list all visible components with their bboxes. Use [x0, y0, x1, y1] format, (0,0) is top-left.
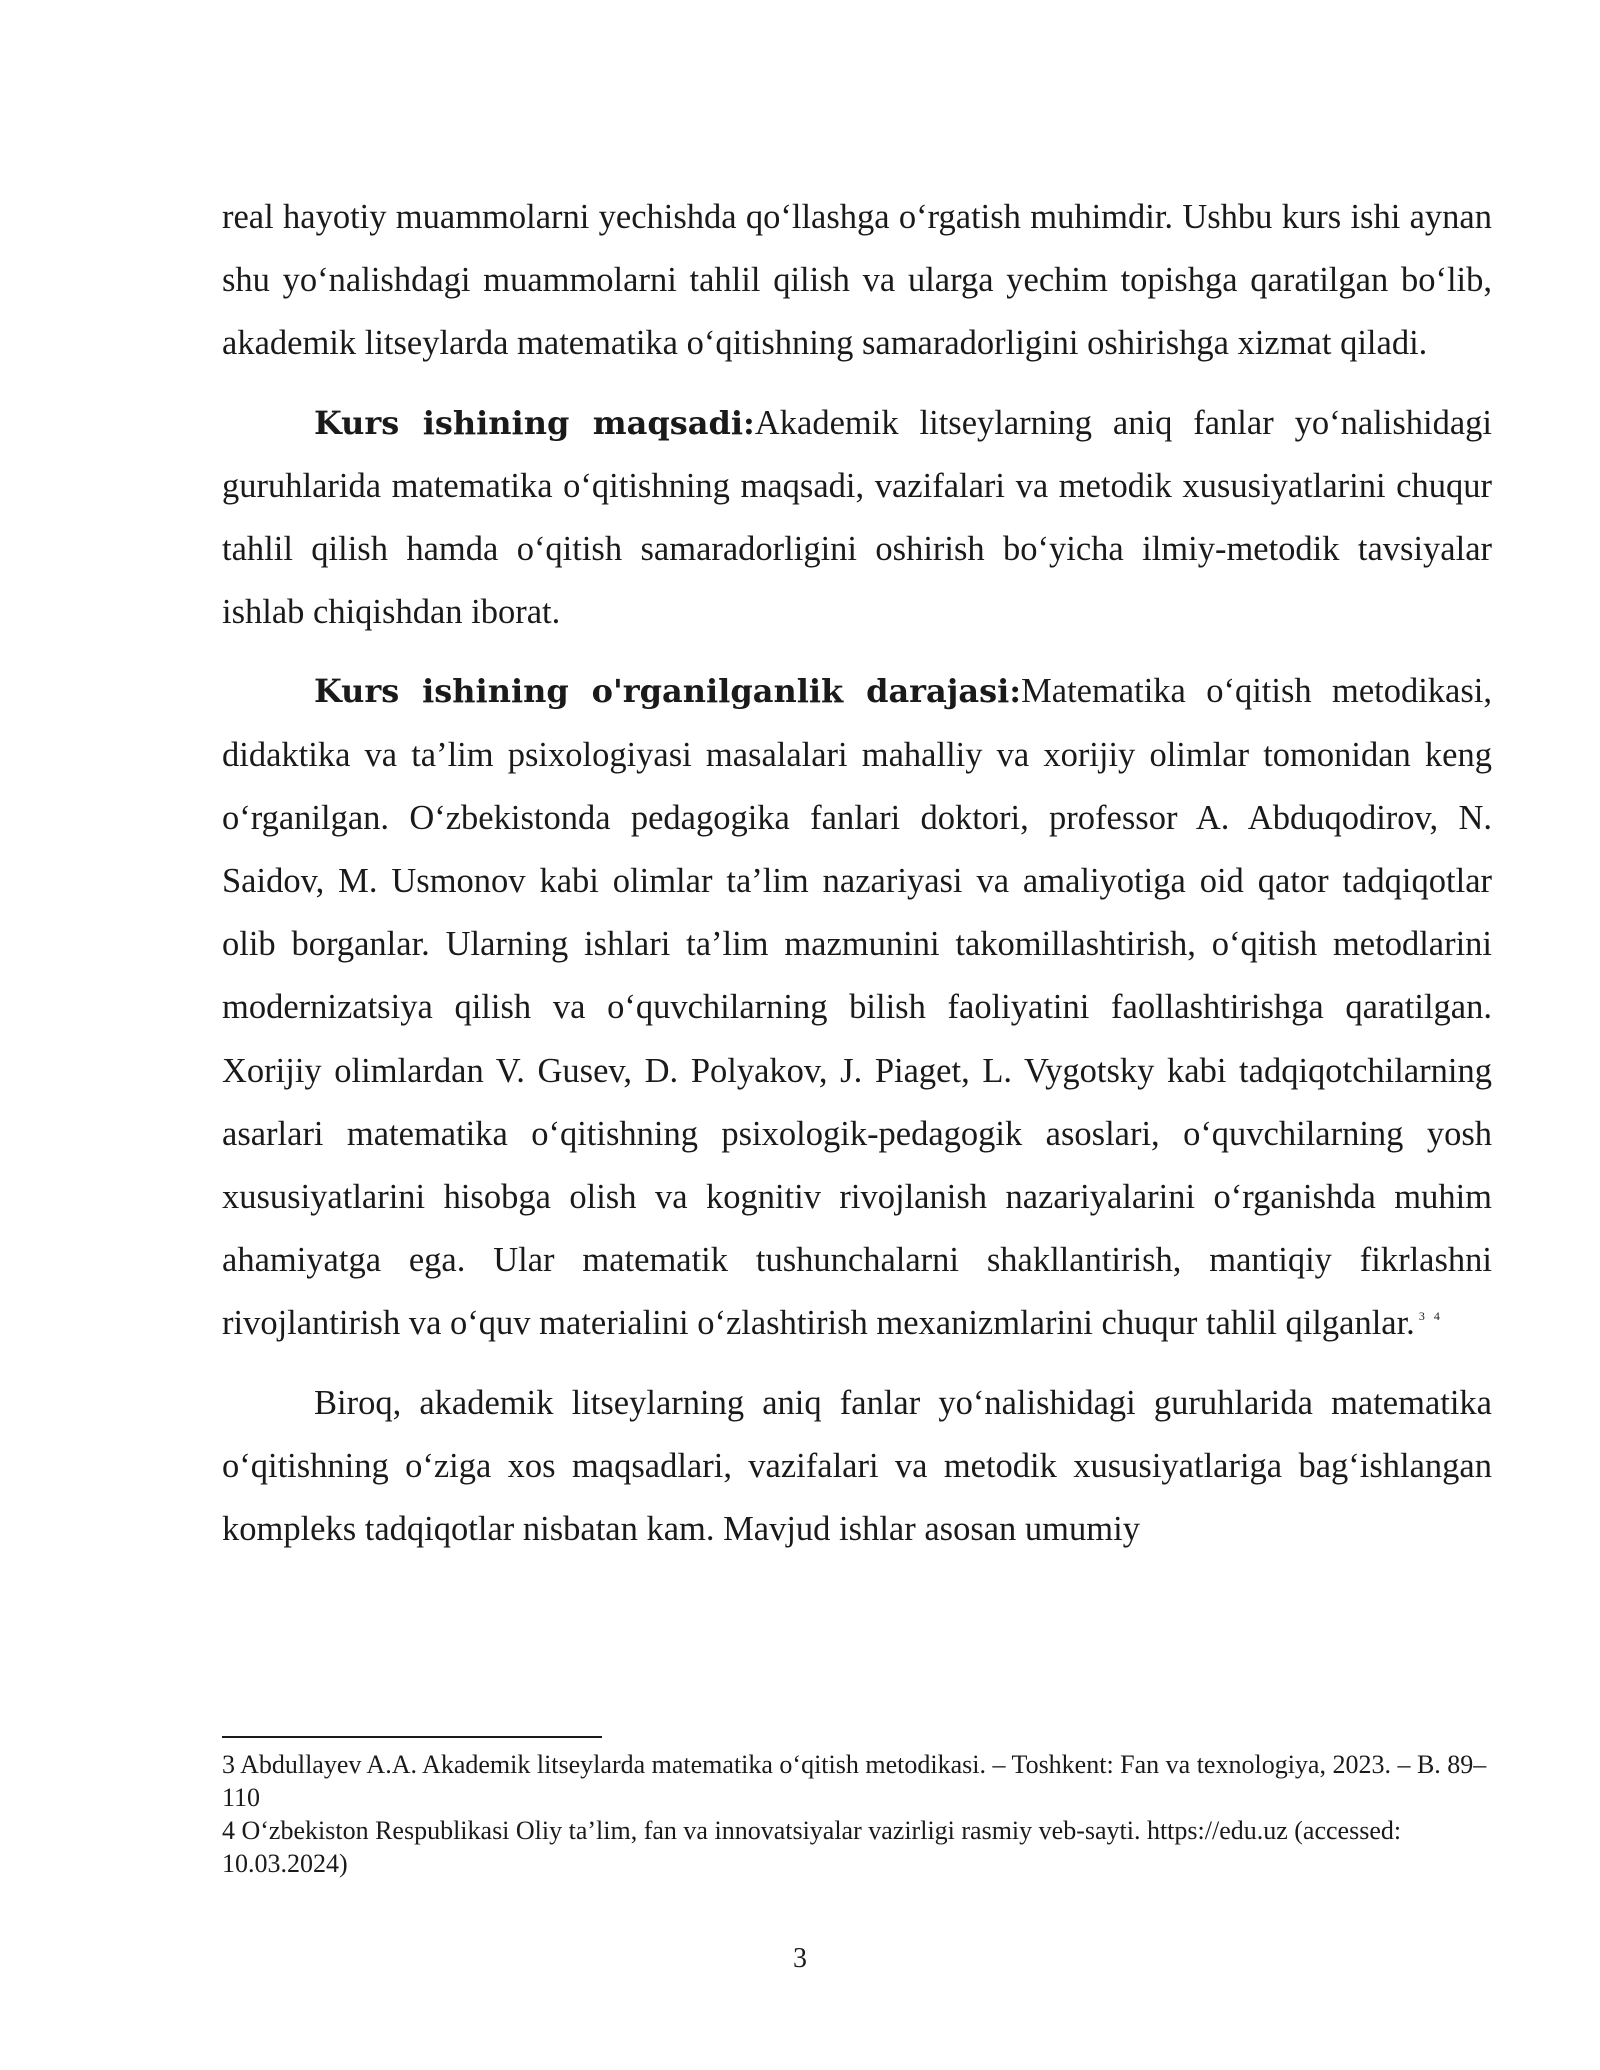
footnote-references: 3 4: [1418, 1309, 1443, 1324]
goal-text: Akademik litseylarning aniq fanlar yo‘nalishidagi guruhlarida matematika o‘qitishning maqsadi, vazifalari va metodik xususiyatlarini chuqur tahlil qilish hamda o‘qitish samaradorligini oshirish bo‘yicha ilmiy-metodik tavsiyalar ishlab chiqishdan iborat.: [222, 403, 1492, 632]
footnote-4: 4 O‘zbekiston Respublikasi Oliy ta’lim, fan va innovatsiyalar vazirligi rasmiy veb-sayti. https://edu.uz (accessed: 10.03.2024): [222, 1816, 1402, 1878]
page-number: 3: [793, 1943, 807, 1974]
footnotes: [222, 1736, 1492, 1880]
page-body: [222, 186, 1492, 1561]
goal-label: Kurs ishining maqsadi:: [314, 403, 755, 442]
footnote-3: 3 Abdullayev A.A. Akademik litseylarda matematika o‘qitish metodikasi. – Toshkent: Fan va texnologiya, 2023. – B. 89–110: [222, 1750, 1487, 1812]
paragraph-however: Biroq, akademik litseylarning aniq fanlar yo‘nalishidagi guruhlarida matematika o‘qitishning o‘ziga xos maqsadlari, vazifalari va metodik xususiyatlariga bag‘ishlangan kompleks tadqiqotlar nisbatan kam. Mavjud ishlar asosan umumiy: [222, 1383, 1492, 1549]
paragraph-goal: [222, 392, 1492, 645]
research-level-label: Kurs ishining o'rganilganlik darajasi:: [314, 672, 1022, 711]
footnote-separator: [222, 1736, 602, 1738]
paragraph-intro-continuation: real hayotiy muammolarni yechishda qo‘llashga o‘rgatish muhimdir. Ushbu kurs ishi aynan shu yo‘nalishdagi muammolarni tahlil qilish va ularga yechim topishga qaratilgan bo‘lib, akademik litseylarda matematika o‘qitishning samaradorligini oshirishga xizmat qiladi.: [222, 198, 1492, 363]
paragraph-research-level: [222, 660, 1492, 1355]
research-level-text: Matematika o‘qitish metodikasi, didaktika va ta’lim psixologiyasi masalalari mahalliy va xorijiy olimlar tomonidan keng o‘rganilgan. O‘zbekistonda pedagogika fanlari doktori, professor A. Abduqodirov, N. Saidov, M. Usmonov kabi olimlar ta’lim nazariyasi va amaliyotiga oid qator tadqiqotlar olib borganlar. Ularning ishlari ta’lim mazmunini takomillashtirish, o‘qitish metodlarini modernizatsiya qilish va o‘quvchilarning bilish faoliyatini faollashtirishga qaratilgan. Xorijiy olimlardan V. Gusev, D. Polyakov, J. Piaget, L. Vygotsky kabi tadqiqotchilarning asarlari matematika o‘qitishning psixologik-pedagogik asoslari, o‘quvchilarning yosh xususiyatlarini hisobga olish va kognitiv rivojlanish nazariyalarini o‘rganishda muhim ahamiyatga ega. Ular matematik tushunchalarni shakllantirish, mantiqiy fikrlashni rivojlantirish va o‘quv materialini o‘zlashtirish mexanizmlarini chuqur tahlil qilganlar.: [222, 672, 1492, 1343]
